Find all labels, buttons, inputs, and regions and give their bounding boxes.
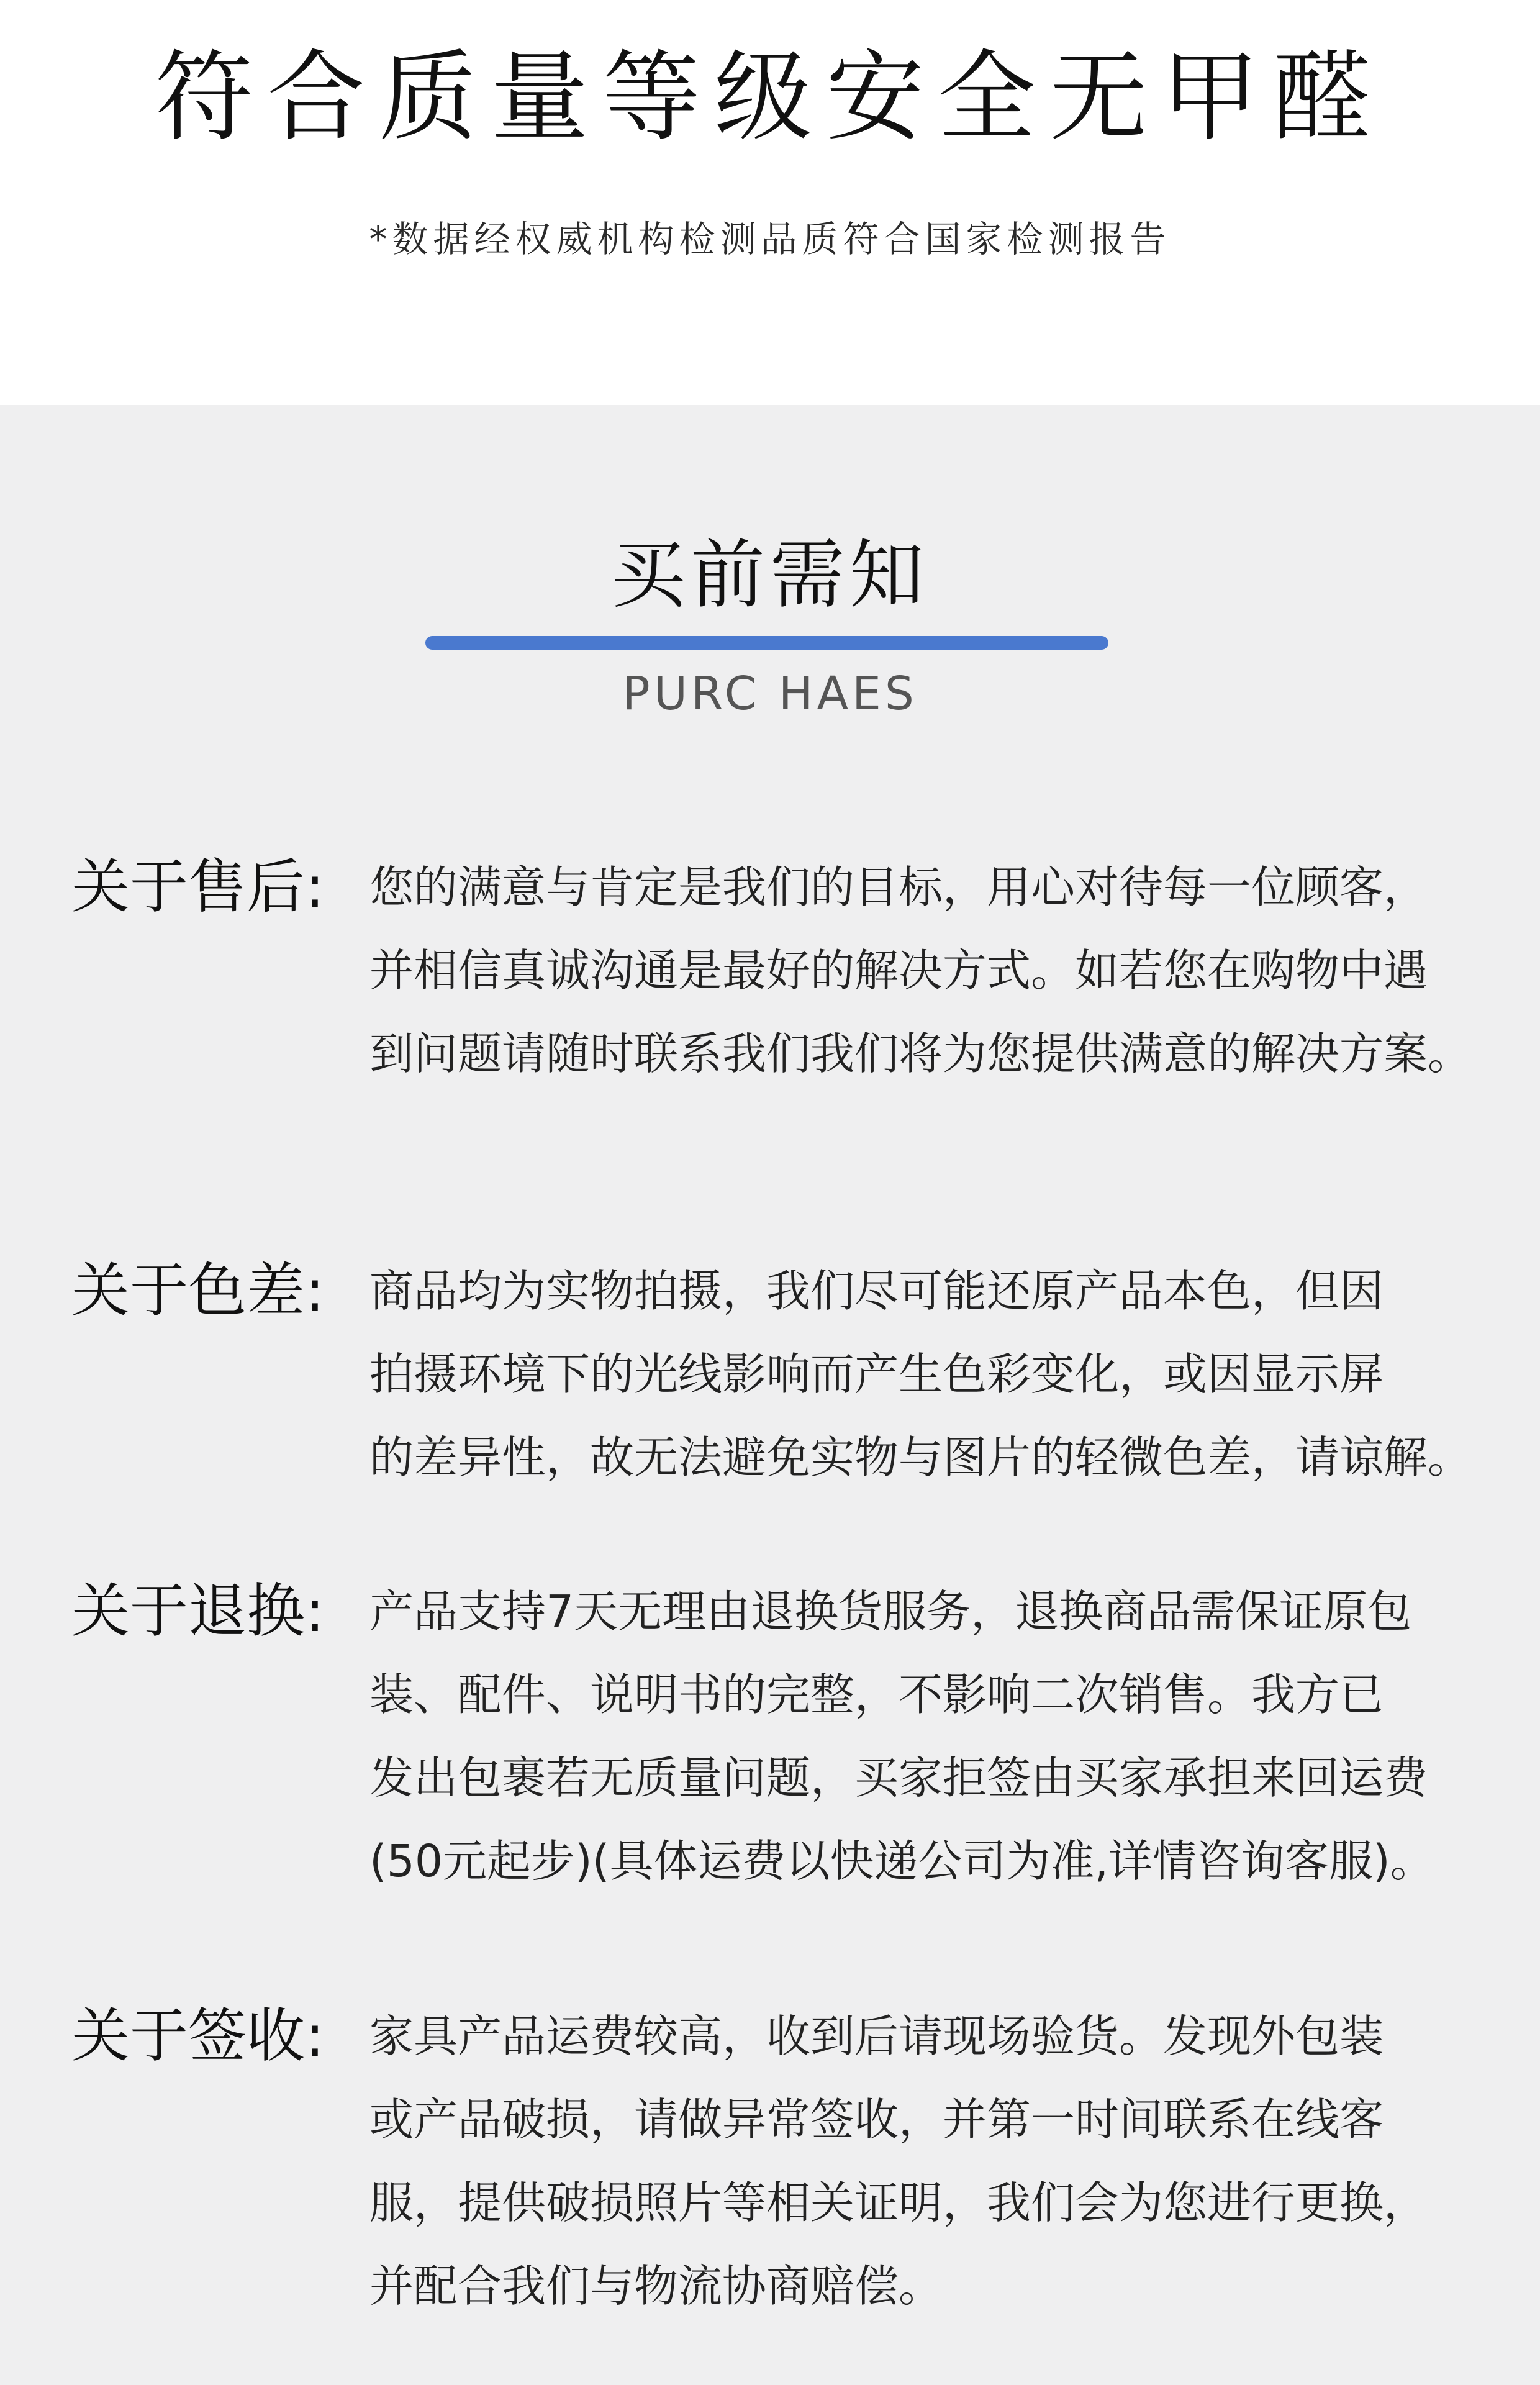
item-text-line: 产品支持7天无理由退换货服务，退换商品需保证原包 bbox=[369, 1586, 1412, 1637]
purchase-notice-section bbox=[0, 405, 1540, 2385]
item-text-line: 商品均为实物拍摄，我们尽可能还原产品本色，但因 bbox=[369, 1265, 1384, 1317]
item-text-line: 装、配件、说明书的完整，不影响二次销售。我方已 bbox=[369, 1669, 1384, 1720]
item-text bbox=[369, 1250, 1531, 1499]
item-text-line: 拍摄环境下的光线影响而产生色彩变化，或因显示屏 bbox=[369, 1348, 1384, 1400]
item-text bbox=[369, 1995, 1531, 2328]
item-text-line: 到问题请随时联系我们我们将为您提供满意的解决方案。 bbox=[369, 1028, 1472, 1079]
item-label: 关于退换: bbox=[71, 1578, 325, 1645]
page-title: 符合质量等级安全无甲醛 bbox=[155, 40, 1385, 155]
item-text-line: 并相信真诚沟通是最好的解决方式。如若您在购物中遇 bbox=[369, 945, 1428, 996]
title-underline-bar bbox=[425, 636, 1108, 650]
notice-title: 买前需知 bbox=[611, 532, 929, 619]
item-text-line: 并配合我们与物流协商赔偿。 bbox=[369, 2260, 943, 2312]
item-label: 关于售后: bbox=[71, 853, 325, 921]
item-label: 关于签收: bbox=[71, 2002, 325, 2070]
item-text-line: 发出包裹若无质量问题，买家拒签由买家承担来回运费 bbox=[369, 1752, 1428, 1804]
item-label: 关于色差: bbox=[71, 1257, 325, 1325]
item-text-line: 的差异性，故无法避免实物与图片的轻微色差，请谅解。 bbox=[369, 1432, 1472, 1483]
item-text-line: 家具产品运费较高，收到后请现场验货。发现外包装 bbox=[369, 2010, 1384, 2062]
item-text bbox=[369, 1570, 1531, 1903]
quality-header-section bbox=[0, 0, 1540, 405]
item-text-line: (50元起步)(具体运费以快递公司为准,详情咨询客服)。 bbox=[369, 1835, 1434, 1887]
notice-subtitle: PURC HAES bbox=[622, 667, 918, 720]
item-text-line: 或产品破损，请做异常签收，并第一时间联系在线客 bbox=[369, 2094, 1384, 2145]
item-text-line: 您的满意与肯定是我们的目标，用心对待每一位顾客， bbox=[369, 861, 1428, 913]
item-text-line: 服，提供破损照片等相关证明，我们会为您进行更换， bbox=[369, 2177, 1428, 2228]
item-text bbox=[369, 846, 1531, 1096]
page-subtitle: *数据经权威机构检测品质符合国家检测报告 bbox=[369, 218, 1171, 260]
